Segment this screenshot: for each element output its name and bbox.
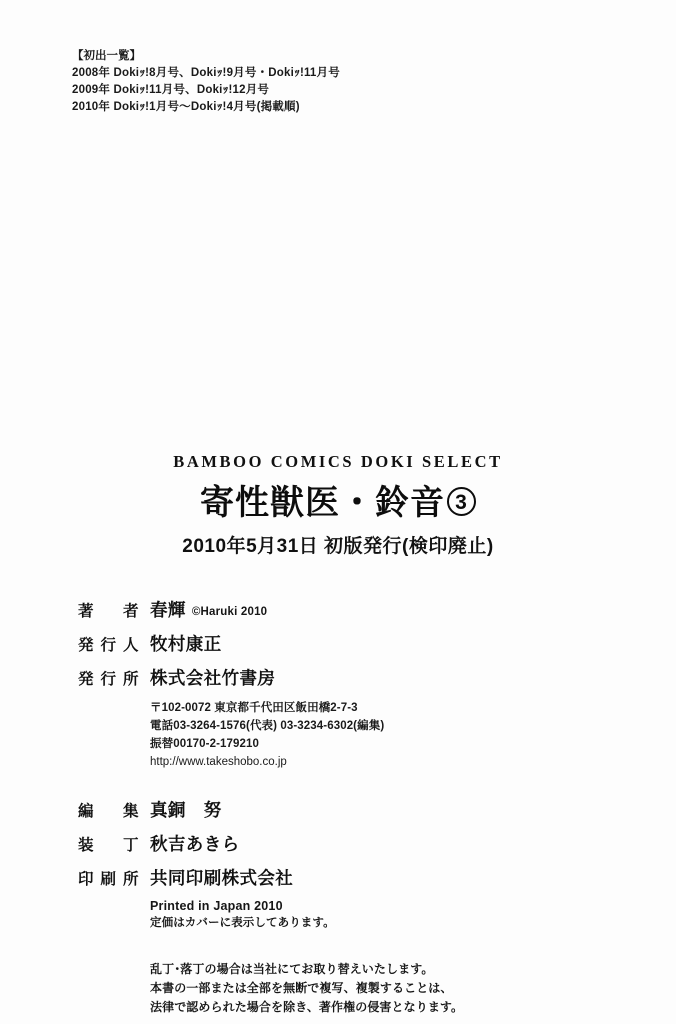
credit-value-printer: 共同印刷株式会社 [150, 868, 294, 888]
first-publication-line-3: 2010年 Dokiｯ!1月号～Dokiｯ!4月号(掲載順) [72, 101, 300, 113]
credit-label-publisher: 発行所 [78, 671, 146, 688]
first-publication-line-2: 2009年 Dokiｯ!11月号、Dokiｯ!12月号 [72, 84, 270, 96]
credits-block [0, 597, 676, 1017]
legal-note-3: 法律で認められた場合を除き、著作権の侵害となります。 [150, 1000, 464, 1014]
credit-row-publisher [0, 665, 676, 690]
credit-row-publisher-person [0, 631, 676, 656]
book-title: 寄性獣医・鈴音 [200, 484, 445, 522]
credits-secondary-block [0, 797, 676, 930]
first-publication-heading: 【初出一覧】 [72, 50, 141, 62]
legal-note-1: 乱丁･落丁の場合は当社にてお取り替えいたします。 [150, 962, 434, 976]
credit-value-design: 秋吉あきら [150, 834, 240, 854]
first-publication-line-1: 2008年 Dokiｯ!8月号、Dokiｯ!9月号・Dokiｯ!11月号 [72, 67, 340, 79]
publisher-postal-address: 〒102-0072 東京都千代田区飯田橋2-7-3 [150, 702, 358, 714]
book-title-row [0, 486, 676, 522]
credit-label-author: 著 者 [78, 603, 146, 620]
volume-number: 3 [447, 487, 476, 516]
legal-note-2: 本書の一部または全部を無断で複写、複製することは、 [150, 981, 453, 995]
colophon-header [0, 452, 676, 558]
credit-label-design: 装 丁 [78, 837, 146, 854]
price-note: 定価はカバーに表示してあります。 [150, 917, 335, 929]
publisher-telephone: 電話03-3264-1576(代表) 03-3234-6302(編集) [150, 720, 385, 732]
credit-label-editor: 編 集 [78, 803, 146, 820]
credit-value-publisher: 株式会社竹書房 [150, 668, 276, 688]
credit-label-printer: 印刷所 [78, 871, 146, 888]
credit-value-editor: 真銅 努 [150, 800, 222, 820]
credit-row-editor [0, 797, 676, 822]
credit-label-publisher-person: 発行人 [78, 637, 146, 654]
first-publication-block [72, 48, 340, 116]
printed-in-japan: Printed in Japan 2010 [150, 899, 283, 913]
legal-notes [150, 960, 676, 1017]
credit-value-publisher-person: 牧村康正 [150, 634, 222, 654]
credit-row-design [0, 831, 676, 856]
publisher-furikae: 振替00170-2-179210 [150, 738, 260, 750]
credit-row-printer [0, 865, 676, 890]
publication-date: 2010年5月31日 初版発行(検印廃止) [182, 535, 494, 557]
publisher-url[interactable]: http://www.takeshobo.co.jp [150, 756, 287, 768]
publisher-address-block [150, 699, 676, 771]
credit-row-author [0, 597, 676, 622]
credit-value-author: 春輝 [150, 600, 186, 620]
copyright-notice: ©Haruki 2010 [191, 606, 268, 618]
series-line: BAMBOO COMICS DOKI SELECT [173, 452, 503, 471]
